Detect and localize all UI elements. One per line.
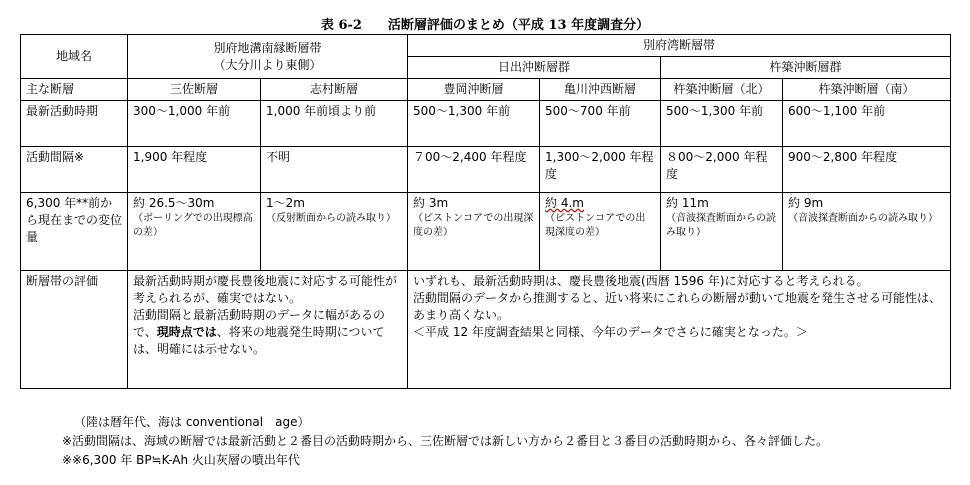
row-label: 6,300 年**前から現在までの変位量	[21, 193, 128, 271]
displacement-cell	[408, 193, 540, 271]
evaluation-text-2	[133, 307, 402, 358]
activity-interval: ８00～2,000 年程度	[661, 147, 783, 193]
fault-name: 豊岡沖断層	[408, 79, 540, 101]
table-row	[21, 147, 951, 193]
displacement-value: 約 11m	[666, 196, 709, 210]
latest-activity: 500～1,300 年前	[408, 101, 540, 147]
activity-interval: 1,900 年程度	[128, 147, 261, 193]
fault-name: 杵築沖断層（南）	[783, 79, 951, 101]
displacement-cell	[261, 193, 408, 271]
evaluation-text: 最新活動時期が慶長豊後地震に対応する可能性が考えられるが、確実ではない。	[133, 274, 398, 305]
latest-activity: 500～700 年前	[540, 101, 661, 147]
beppu-chiko-header	[128, 35, 408, 79]
footnotes	[0, 413, 970, 470]
footnote-interval: ※活動間隔は、海域の断層では最新活動と２番目の活動時期から、三佐断層では新しい方から２番目と３番目の活動時期から、各々評価した。	[62, 434, 829, 448]
fault-evaluation-table	[20, 34, 951, 389]
evaluation-text: 、将来の地震発生時期については、明確には示せない。	[133, 325, 385, 356]
displacement-cell	[540, 193, 661, 271]
table-row	[21, 79, 951, 101]
beppu-chiko-range: （大分川より東側）	[213, 57, 322, 72]
displacement-cell	[128, 193, 261, 271]
area-header: 地域名	[21, 35, 128, 79]
kitsuki-header: 杵築沖断層群	[661, 57, 951, 79]
table-title: 表 6-2 活断層評価のまとめ（平成 13 年度調査分）	[320, 18, 650, 33]
footnote-ah: ※※6,300 年 BP≒K-Ah 火山灰層の噴出年代	[62, 453, 300, 467]
latest-activity: 500～1,300 年前	[661, 101, 783, 147]
activity-interval: ７00～2,400 年程度	[408, 147, 540, 193]
displacement-value: 約 9m	[788, 196, 824, 210]
displacement-note: （音波探査断面からの読み取り）	[666, 213, 777, 238]
fault-name: 三佐断層	[128, 79, 261, 101]
activity-interval: 不明	[261, 147, 408, 193]
beppu-chiko-name: 別府地溝南縁断層帯	[213, 40, 322, 55]
evaluation-text: 活動間隔のデータから推測すると、近い将来にこれらの断層が動いて地震を発生させる可能性は、あまり高くない。	[413, 291, 942, 322]
footnote-age: （陸は暦年代、海は conventional age）	[74, 415, 310, 429]
evaluation-emphasis: 現時点では	[156, 325, 217, 339]
displacement-cell	[783, 193, 951, 271]
row-label: 活動間隔※	[21, 147, 128, 193]
displacement-note: （ボーリングでの出現標高の差）	[133, 213, 253, 238]
table-row	[21, 193, 951, 271]
displacement-value: 約 26.5～30m	[133, 196, 215, 210]
evaluation-right	[408, 271, 951, 389]
displacement-note: （反射断面からの読み取り）	[266, 213, 396, 224]
activity-interval: 900～2,800 年程度	[783, 147, 951, 193]
displacement-note: （ピストンコアでの出現深度の差）	[545, 213, 646, 238]
table-row	[21, 271, 951, 389]
displacement-cell	[661, 193, 783, 271]
latest-activity: 300～1,000 年前	[128, 101, 261, 147]
displacement-note: （音波探査断面からの読み取り）	[788, 213, 939, 224]
evaluation-text: ＜平成 12 年度調査結果と同様、今年のデータでさらに確実となった。＞	[413, 325, 808, 339]
evaluation-text: いずれも、最新活動時期は、慶長豊後地震(西暦 1596 年)に対応すると考えられる。	[413, 274, 869, 288]
row-label: 主な断層	[21, 79, 128, 101]
evaluation-text: 活動間隔と最新活動時期のデータに幅があるので、	[133, 308, 386, 339]
displacement-value: 1～2m	[266, 196, 305, 210]
fault-name: 杵築沖断層（北）	[661, 79, 783, 101]
displacement-value: 約 4.m	[545, 196, 584, 210]
beppu-bay-header: 別府湾断層帯	[408, 35, 951, 57]
row-label: 断層帯の評価	[21, 271, 128, 389]
latest-activity: 1,000 年前頃より前	[261, 101, 408, 147]
table-row	[21, 101, 951, 147]
latest-activity: 600～1,100 年前	[783, 101, 951, 147]
evaluation-left	[128, 271, 408, 389]
hiji-header: 日出沖断層群	[408, 57, 661, 79]
displacement-value: 約 3m	[413, 196, 449, 210]
row-label: 最新活動時期	[21, 101, 128, 147]
fault-name: 亀川沖西断層	[540, 79, 661, 101]
fault-name: 志村断層	[261, 79, 408, 101]
activity-interval: 1,300～2,000 年程度	[540, 147, 661, 193]
table-row	[21, 35, 951, 57]
displacement-note: （ピストンコアでの出現深度の差）	[413, 213, 534, 238]
